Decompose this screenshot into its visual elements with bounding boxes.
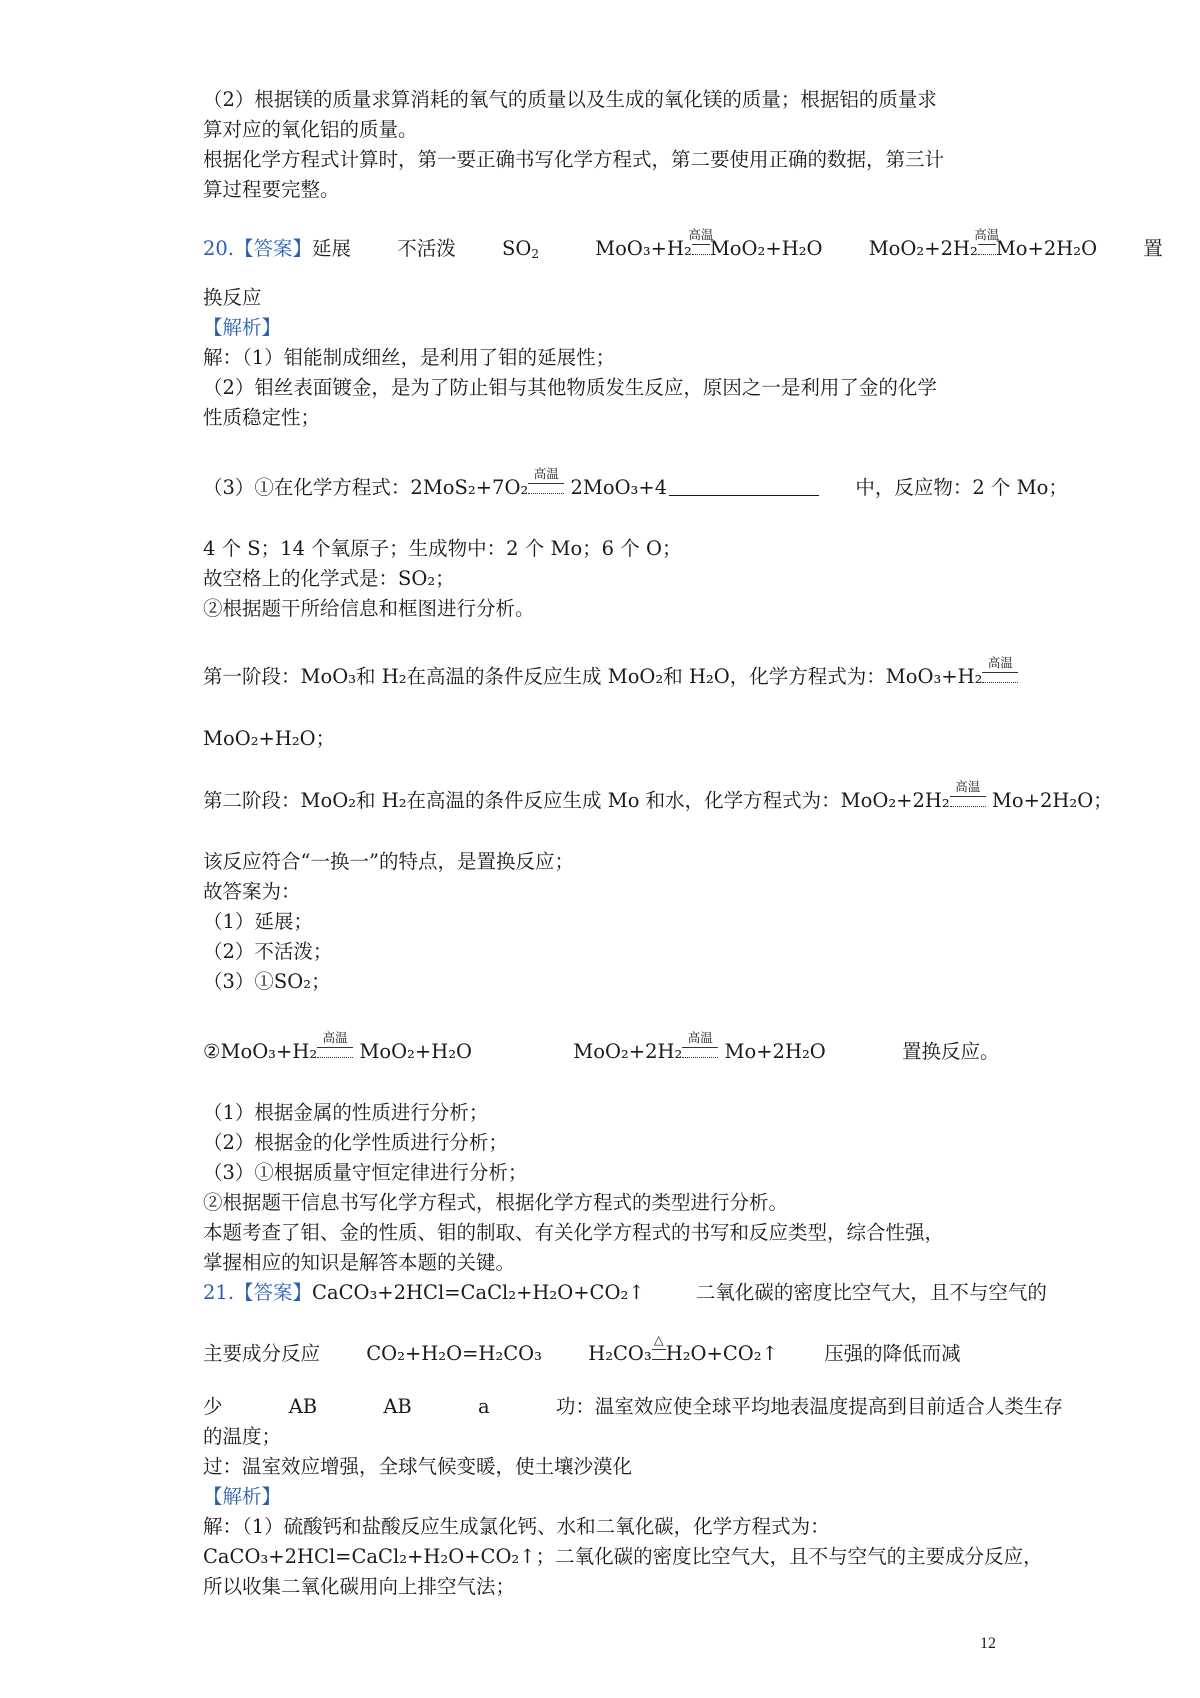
- answer-tag: 【答案】: [234, 1281, 313, 1304]
- q20-equation-2: MoO₂+2H₂ 高温 Mo+2H₂O: [868, 227, 1098, 260]
- text-line: 所以收集二氧化碳用向上排空气法；: [203, 1575, 516, 1598]
- q21-number: 21.: [203, 1281, 235, 1304]
- text-line: （3）①根据质量守恒定律进行分析；: [203, 1161, 528, 1184]
- analysis-tag: 【解析】: [203, 1485, 282, 1508]
- text-line: 4 个 S；14 个氧原子；生成物中：2 个 Mo；6 个 O；: [203, 537, 682, 560]
- equation-line: （3）①在化学方程式：2MoS₂+7O₂ 高温 2MoO₃+4 中，反应物：2 个 Mo；: [203, 466, 1068, 499]
- text-line: CaCO₃+2HCl=CaCl₂+H₂O+CO₂↑；二氧化碳的密度比空气大，且不与空气的主要成分反应，: [203, 1545, 1043, 1568]
- text-line: （2）根据镁的质量求算消耗的氧气的质量以及生成的氧化镁的质量；根据铝的质量求: [203, 88, 937, 111]
- equation-line: 第一阶段：MoO₃和 H₂在高温的条件反应生成 MoO₂和 H₂O，化学方程式为：MoO₃+H₂ 高温: [203, 663, 1018, 691]
- answer-tag: 【答案】: [234, 237, 313, 260]
- equation-line: ②MoO₃+H₂ 高温 MoO₂+H₂O MoO₂+2H₂ 高温 Mo+2H₂O 置换反应。: [203, 1030, 1000, 1063]
- text-line: （1）根据金属的性质进行分析；: [203, 1101, 489, 1124]
- q20-answer-3: $SO_2$: [501, 237, 539, 261]
- q21-answer-line: 少 AB AB a 功：温室效应使全球平均地表温度提高到目前适合人类生存: [203, 1395, 1063, 1418]
- answer-blank: [669, 477, 819, 496]
- q21-answer-line: 主要成分反应 CO₂+H₂O=H₂CO₃ H₂CO₃ △ H₂O+CO₂↑ 压强的降低而减: [203, 1332, 961, 1365]
- text-line: 故答案为：: [203, 880, 301, 903]
- text-line: （2）钼丝表面镀金，是为了防止钼与其他物质发生反应，原因之一是利用了金的化学: [203, 376, 937, 399]
- text-line: 解：（1）钼能制成细丝，是利用了钼的延展性；: [203, 346, 616, 369]
- text-line: 的温度；: [203, 1425, 282, 1448]
- text-line: 根据化学方程式计算时，第一要正确书写化学方程式，第二要使用正确的数据，第三计: [203, 148, 945, 171]
- text-line: （2）不活泼；: [203, 940, 333, 963]
- text-line: （1）延展；: [203, 910, 313, 933]
- text-line: 过：温室效应增强，全球气候变暖，使土壤沙漠化: [203, 1455, 633, 1478]
- page-number: 12: [980, 1635, 996, 1652]
- text-line: （2）根据金的化学性质进行分析；: [203, 1131, 508, 1154]
- q20-number: 20.: [203, 237, 235, 260]
- text-line: 算过程要完整。: [203, 178, 340, 201]
- text-line: 换反应: [203, 286, 262, 309]
- analysis-tag: 【解析】: [203, 316, 282, 339]
- text-line: 性质稳定性；: [203, 406, 321, 429]
- q20-answer-5: 置: [1143, 237, 1163, 260]
- text-line: 算对应的氧化铝的质量。: [203, 118, 418, 141]
- text-line: （3）①SO₂；: [203, 970, 331, 993]
- text-line: 掌握相应的知识是解答本题的关键。: [203, 1251, 516, 1274]
- text-line: 本题考查了钼、金的性质、钼的制取、有关化学方程式的书写和反应类型，综合性强，: [203, 1221, 945, 1244]
- text-line: 故空格上的化学式是：SO₂；: [203, 567, 455, 590]
- text-line: 解：（1）硫酸钙和盐酸反应生成氯化钙、水和二氧化碳，化学方程式为：: [203, 1515, 830, 1538]
- text-line: ②根据题干所给信息和框图进行分析。: [203, 597, 535, 620]
- q20-equation-1: MoO₃+H₂ 高温 MoO₂+H₂O: [595, 227, 823, 260]
- q20-answer-line: [203, 227, 1163, 263]
- q20-answer-1: 延展: [312, 237, 352, 260]
- text-line: MoO₂+H₂O；: [203, 727, 336, 750]
- q21-answer-line: 21.【答案】CaCO₃+2HCl=CaCl₂+H₂O+CO₂↑ 二氧化碳的密度比空气大，且不与空气的: [203, 1281, 1047, 1304]
- text-line: ②根据题干信息书写化学方程式，根据化学方程式的类型进行分析。: [203, 1191, 789, 1214]
- text-line: 该反应符合“一换一”的特点，是置换反应；: [203, 850, 574, 873]
- equation-line: 第二阶段：MoO₂和 H₂在高温的条件反应生成 Mo 和水，化学方程式为：MoO₂+2H₂ 高温 Mo+2H₂O；: [203, 779, 1113, 812]
- q20-answer-2: 不活泼: [397, 237, 456, 260]
